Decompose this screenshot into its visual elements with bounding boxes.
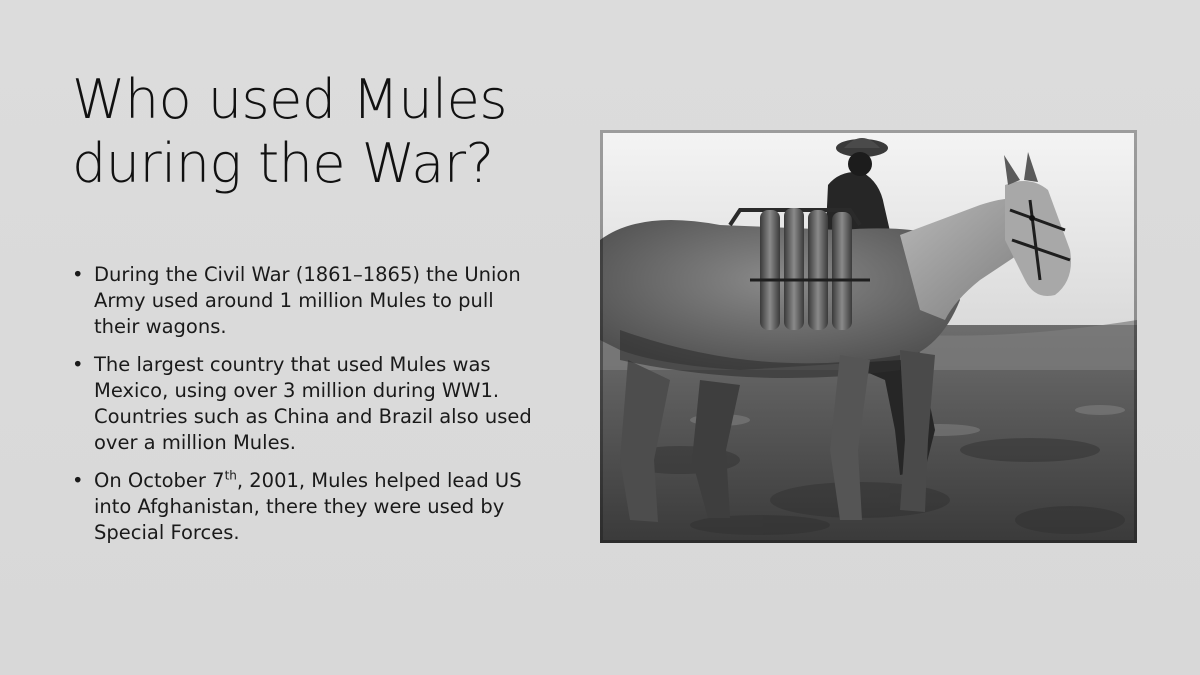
bullet-text [94, 469, 522, 544]
bullet-dot: • [72, 469, 84, 492]
bullet-item [72, 468, 542, 546]
bullet-item [72, 262, 542, 340]
mule-photo [600, 130, 1137, 543]
mule-with-soldier-photo-icon [600, 130, 1137, 543]
bullet-text-sup: th [224, 468, 237, 483]
bullet-dot: • [72, 353, 84, 376]
bullet-list [72, 262, 542, 558]
bullet-item [72, 352, 542, 456]
bullet-dot: • [72, 263, 84, 286]
bullet-text: The largest country that used Mules was Mexico, using over 3 million during WW1. Countries such as China and Brazil also used over a million Mules. [94, 353, 532, 454]
bullet-text: During the Civil War (1861–1865) the Union Army used around 1 million Mules to pull their wagons. [94, 263, 521, 338]
bullet-text-post: , 2001, Mules helped lead US into Afghanistan, there they were used by Special Forces. [94, 469, 522, 544]
title-line-2: during the War? [72, 132, 494, 195]
slide-title [72, 68, 592, 196]
bullet-text-pre: On October 7 [94, 469, 225, 492]
title-line-1: Who used Mules [72, 68, 508, 131]
